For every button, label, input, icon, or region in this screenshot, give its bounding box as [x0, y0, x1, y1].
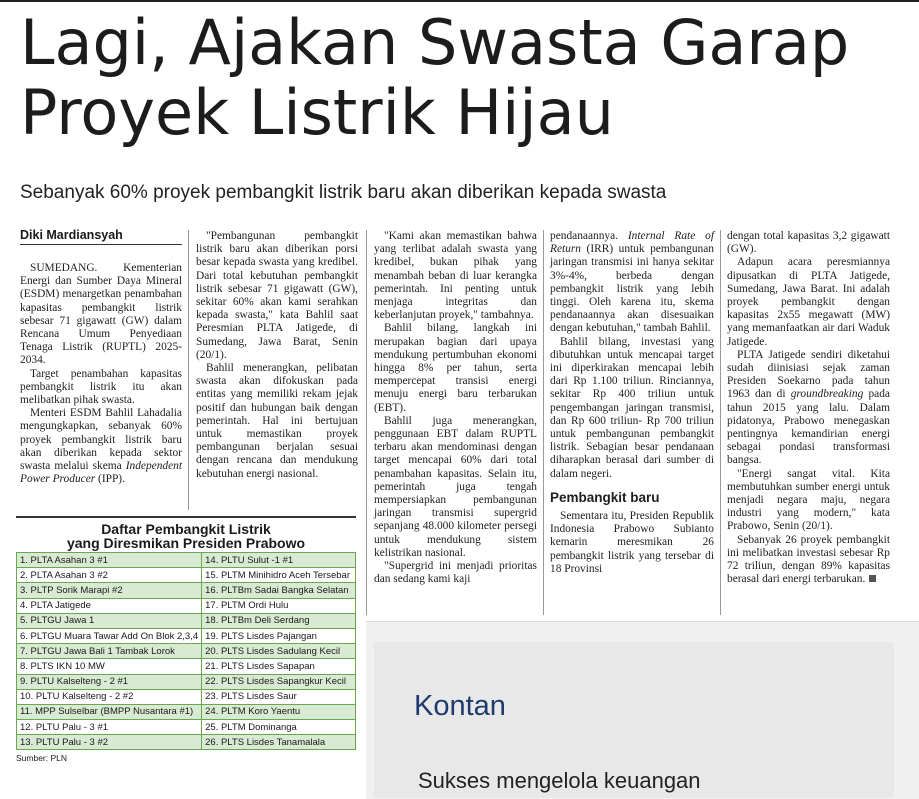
subheadline: Sebanyak 60% proyek pembangkit listrik baru akan diberikan kepada swasta [20, 182, 667, 203]
col2-paragraph-2: Bahlil menerangkan, pelibatan swasta akan difokuskan pada entitas yang memiliki rekam jejak positif dan hubungan baik dengan pemerintah. Hal ini bertujuan untuk memastikan proyek pembangunan berjalan sesuai dengan rencana dan mendukung kebutuhan energi nasional. [196, 362, 358, 480]
column-divider [366, 230, 367, 615]
col1-paragraph-2: Target penambahan kapasitas pembangkit listrik itu akan melibatkan pihak swasta. [20, 367, 182, 407]
col4-paragraph-2: Bahlil bilang, investasi yang dibutuhkan untuk mencapai target ini diperkirakan mencapai lebih dari Rp 1.100 triliun. Rinciannya, sekitar Rp 400 triliun untuk pengembangan jaringan transmisi, dan Rp 600 triliun- Rp 700 triliun untuk pembangunan pembangkit listrik. Sebagian besar pendanaan diharapkan berasal dari sumber di dalam negeri. [550, 335, 714, 480]
col3-paragraph-1: "Kami akan memastikan bahwa yang terlibat adalah swasta yang kredibel, bukan pihak yang menambah beban di luar kerangka pemerintah. Ini penting untuk menjaga integritas dan keberlanjutan proyek," tambahnya. [374, 230, 537, 322]
column-1 [20, 262, 182, 486]
col5-paragraph-2: Adapun acara peresmiannya dipusatkan di PLTA Jatigede, Sumedang, Jawa Barat. Ini adalah proyek pembangkit dengan kapasitas 2x55 megawatt (MW) yang memanfaatkan air dari Waduk Jatigede. [727, 256, 890, 348]
table-cell: 23. PLTS Lisdes Saur [202, 689, 356, 704]
column-divider [720, 230, 721, 615]
table-row [17, 628, 356, 643]
col5-paragraph-4: "Energi sangat vital. Kita membutuhkan sumber energi untuk menjadi negara maju, negara industri yang modern," kata Prabowo, Senin (20/1). [727, 467, 890, 533]
col1-paragraph-1: SUMEDANG. Kementerian Energi dan Sumber Daya Mineral (ESDM) menargetkan penambahan kapasitas pembangkit listrik sebesar 71 gigawatt (GW) dalam Rencana Umum Penyediaan Tenaga Listrik (RUPTL) 2025-2034. [20, 262, 182, 367]
table-cell: 3. PLTP Sorik Marapi #2 [17, 583, 202, 598]
col3-paragraph-3: Bahlil juga menerangkan, penggunaan EBT dalam RUPTL terbaru akan mendominasi dengan target mencapai 60% dari total penambahan kapasitas. Selain itu, pemerintah juga tengah mempersiapkan pembangunan jaringan transmisi supergrid sepanjang 48.000 kilometer persegi untuk mendukung sistem kelistrikan nasional. [374, 414, 537, 559]
table-cell: 4. PLTA Jatigede [17, 598, 202, 613]
byline: Diki Mardiansyah [20, 228, 182, 245]
table-row [17, 583, 356, 598]
table-cell: 20. PLTS Lisdes Sadulang Kecil [202, 644, 356, 659]
table-row [17, 689, 356, 704]
table-row [17, 644, 356, 659]
table-title-line-1: Daftar Pembangkit Listrik [101, 521, 271, 537]
col1-paragraph-3: Menteri ESDM Bahlil Lahadalia mengungkapkan, sebanyak 60% proyek pembangkit listrik baru akan diberikan kepada sektor swasta melalui skema Independent Power Producer (IPP). [20, 407, 182, 486]
table-row [17, 553, 356, 568]
table-row [17, 613, 356, 628]
table-cell: 8. PLTS IKN 10 MW [17, 659, 202, 674]
table-title-line-2: yang Diresmikan Presiden Prabowo [66, 535, 306, 551]
power-plant-table [16, 552, 356, 750]
column-divider [543, 230, 544, 615]
headline-line-1: Lagi, Ajakan Swasta Garap [20, 6, 850, 79]
table-cell: 10. PLTU Kalselteng - 2 #2 [17, 689, 202, 704]
column-3 [374, 230, 537, 586]
table-cell: 6. PLTGU Muara Tawar Add On Blok 2,3,4 [17, 628, 202, 643]
col5-paragraph-3: PLTA Jatigede sendiri diketahui sudah diinisiasi sejak zaman Presiden Soekarno pada tahun 1963 dan di groundbreaking pada tahun 2015 yang lalu. Dalam pidatonya, Prabowo menegaskan pentingnya kemandirian energi sebagai pondasi transformasi bangsa. [727, 348, 890, 467]
table-cell: 18. PLTBm Deli Serdang [202, 613, 356, 628]
col2-paragraph-1: "Pembangunan pembangkit listrik baru akan diberikan porsi besar kepada swasta yang kredibel. Dari total kebutuhan pembangkit listrik sebesar 71 gigawatt (GW), sekitar 60% akan kami serahkan kepada swasta," kata Bahlil saat Peresmian PLTA Jatigede, di Sumedang, Jawa Barat, Senin (20/1). [196, 230, 358, 361]
table-cell: 15. PLTM Minihidro Aceh Tersebar [202, 568, 356, 583]
table-cell: 25. PLTM Dominanga [202, 720, 356, 735]
table-cell: 5. PLTGU Jawa 1 [17, 613, 202, 628]
headline [20, 8, 900, 148]
col5-paragraph-5: Sebanyak 26 proyek pembangkit ini melibatkan investasi sebesar Rp 72 triliun, dengan 89% kapasitas berasal dari energi terbarukan. [727, 533, 890, 586]
table-cell: 7. PLTGU Jawa Bali 1 Tambak Lorok [17, 644, 202, 659]
section-heading: Pembangkit baru [550, 489, 660, 505]
table-cell: 24. PLTM Koro Yaentu [202, 704, 356, 719]
table-cell: 2. PLTA Asahan 3 #2 [17, 568, 202, 583]
table-row [17, 598, 356, 613]
table-cell: 12. PLTU Palu - 3 #1 [17, 720, 202, 735]
table-row [17, 659, 356, 674]
headline-line-2: Proyek Listrik Hijau [20, 76, 614, 149]
table-row [17, 735, 356, 750]
column-4 [550, 230, 714, 576]
col4-paragraph-1: pendanaannya. Internal Rate of Return (IRR) untuk pembangunan jaringan transmisi ini hanya sekitar 3%-4%, berbeda dengan pembangkit listrik yang lebih tinggi. Oleh karena itu, skema pendanaannya akan disesuaikan dengan kebutuhan," tambah Bahlil. [550, 230, 714, 335]
table-row [17, 704, 356, 719]
table-cell: 14. PLTU Sulut -1 #1 [202, 553, 356, 568]
table-cell: 26. PLTS Lisdes Tanamalala [202, 735, 356, 750]
power-plant-table-box [16, 516, 356, 763]
table-source: Sumber: PLN [16, 753, 68, 764]
table-cell: 11. MPP Sulselbar (BMPP Nusantara #1) [17, 704, 202, 719]
table-row [17, 720, 356, 735]
ad-tagline: Sukses mengelola keuangan [418, 768, 701, 793]
end-mark-icon [869, 575, 876, 582]
column-5 [727, 230, 890, 586]
table-cell: 22. PLTS Lisdes Sapangkur Kecil [202, 674, 356, 689]
table-cell: 17. PLTM Ordi Hulu [202, 598, 356, 613]
col5-paragraph-1: dengan total kapasitas 3,2 gigawatt (GW). [727, 230, 890, 256]
table-cell: 1. PLTA Asahan 3 #1 [17, 553, 202, 568]
col3-paragraph-2: Bahlil bilang, langkah ini merupakan bagian dari upaya mendukung pertumbuhan ekonomi hingga 8% per tahun, serta mempercepat transisi energi menuju energi baru terbarukan (EBT). [374, 322, 537, 414]
table-row [17, 674, 356, 689]
table-row [17, 568, 356, 583]
column-divider [188, 230, 189, 510]
table-cell: 9. PLTU Kalselteng - 2 #1 [17, 674, 202, 689]
top-rule [0, 0, 919, 2]
col3-paragraph-4: "Supergrid ini menjadi prioritas dan sedang kami kaji [374, 560, 537, 586]
kontan-logo: Kontan [414, 690, 506, 722]
col4-paragraph-3: Sementara itu, Presiden Republik Indonesia Prabowo Subianto kemarin meresmikan 26 pembangkit listrik yang tersebar di 18 Provinsi [550, 510, 714, 575]
column-2 [196, 230, 358, 481]
table-cell: 13. PLTU Palu - 3 #2 [17, 735, 202, 750]
table-cell: 19. PLTS Lisdes Pajangan [202, 628, 356, 643]
table-cell: 21. PLTS Lisdes Sapapan [202, 659, 356, 674]
table-title [16, 516, 356, 550]
table-cell: 16. PLTBm Sadai Bangka Selatan [202, 583, 356, 598]
